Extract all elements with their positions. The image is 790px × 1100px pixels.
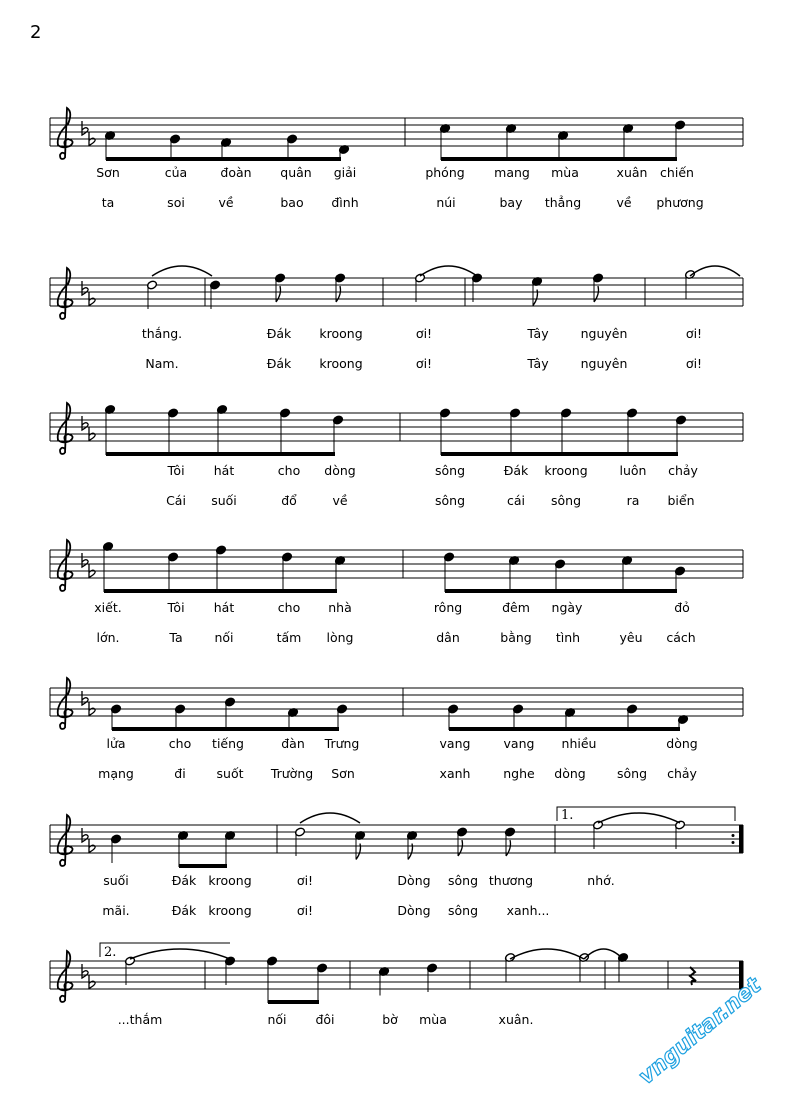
flat-icon — [82, 828, 88, 842]
lyric-syllable: biển — [667, 493, 695, 508]
lyric-syllable: bay — [499, 195, 523, 210]
lyric-syllable: hát — [213, 600, 235, 615]
treble-clef-icon — [58, 268, 73, 319]
slur — [690, 266, 740, 276]
lyric-syllable: đổ — [281, 493, 297, 508]
treble-clef-icon — [58, 108, 73, 159]
lyric-syllable: sông — [434, 463, 466, 478]
lyric-syllable: phóng — [425, 165, 465, 180]
lyric-syllable: Tôi — [167, 463, 185, 478]
lyric-syllable: đình — [331, 195, 359, 210]
treble-clef-icon — [58, 951, 73, 1002]
lyric-syllable: nguyên — [580, 356, 628, 371]
beam — [106, 452, 335, 456]
lyric-syllable: Sơn — [331, 766, 355, 781]
treble-clef-icon — [58, 540, 73, 591]
lyric-syllable: của — [164, 165, 188, 180]
lyric-syllable: lòng — [326, 630, 354, 645]
lyric-syllable: kroong — [208, 873, 252, 888]
beam — [106, 157, 341, 161]
slur — [584, 949, 623, 959]
final-barline — [739, 825, 743, 853]
beam — [449, 727, 680, 731]
lyric-syllable: vang — [439, 736, 471, 751]
lyric-syllable: nối — [214, 630, 234, 645]
lyric-syllable: bao — [280, 195, 304, 210]
lyric-syllable: mùa — [551, 165, 579, 180]
lyric-syllable: kroong — [208, 903, 252, 918]
flat-icon — [82, 553, 88, 567]
lyric-syllable: Sơn — [96, 165, 120, 180]
lyric-syllable: lửa — [106, 736, 126, 751]
lyric-syllable: luôn — [619, 463, 647, 478]
lyric-syllable: vang — [503, 736, 535, 751]
lyric-syllable: Đák — [171, 873, 197, 888]
lyric-syllable: về — [332, 493, 348, 508]
lyric-syllable: xiết. — [94, 600, 122, 615]
lyric-syllable: giải — [333, 165, 357, 180]
lyric-syllable: ơi! — [685, 326, 703, 341]
lyric-syllable: ra — [626, 493, 640, 508]
lyric-syllable: xanh... — [506, 903, 550, 918]
lyric-syllable: đoàn — [220, 165, 252, 180]
lyric-syllable: dòng — [554, 766, 586, 781]
lyric-syllable: ơi! — [296, 873, 314, 888]
lyric-syllable: xuân. — [498, 1012, 534, 1027]
treble-clef-icon — [58, 678, 73, 729]
beam — [268, 1000, 319, 1004]
lyric-syllable: Đák — [266, 326, 292, 341]
slur — [420, 266, 477, 276]
slur — [152, 266, 212, 276]
lyric-syllable: yêu — [619, 630, 643, 645]
lyric-syllable: ...thắm — [117, 1012, 163, 1027]
lyric-syllable: sông — [616, 766, 648, 781]
lyric-syllable: Đák — [266, 356, 292, 371]
lyric-syllable: phương — [656, 195, 704, 210]
lyric-syllable: nhớ. — [587, 873, 615, 888]
lyric-syllable: ơi! — [415, 326, 433, 341]
slur — [510, 949, 584, 959]
lyric-syllable: Cái — [166, 493, 186, 508]
lyric-syllable: suối — [103, 873, 129, 888]
lyric-syllable: tấm — [276, 630, 302, 645]
lyric-syllable: dòng — [666, 736, 698, 751]
beam — [179, 864, 227, 868]
beam — [112, 727, 339, 731]
flat-icon — [82, 281, 88, 295]
lyric-syllable: Ta — [169, 630, 183, 645]
lyric-syllable: suối — [211, 493, 237, 508]
flat-icon — [82, 964, 88, 978]
lyric-syllable: suốt — [216, 766, 244, 781]
lyric-syllable: ta — [101, 195, 115, 210]
lyric-syllable: nguyên — [580, 326, 628, 341]
lyric-syllable: quân — [280, 165, 312, 180]
lyric-syllable: đôi — [315, 1012, 335, 1027]
flat-icon — [82, 691, 88, 705]
lyric-syllable: Dòng — [397, 873, 431, 888]
lyric-syllable: cho — [168, 736, 192, 751]
lyric-syllable: cách — [666, 630, 696, 645]
lyric-syllable: mùa — [419, 1012, 447, 1027]
lyric-syllable: Đák — [503, 463, 529, 478]
lyric-syllable: Tây — [527, 326, 549, 341]
lyric-syllable: ơi! — [685, 356, 703, 371]
lyric-syllable: núi — [436, 195, 456, 210]
repeat-dot — [732, 834, 735, 837]
slur — [598, 813, 680, 823]
lyric-syllable: sông — [434, 493, 466, 508]
lyric-syllable: cho — [277, 600, 301, 615]
lyric-syllable: thắng. — [141, 326, 183, 341]
repeat-dot — [732, 841, 735, 844]
lyric-syllable: tình — [555, 630, 581, 645]
lyric-syllable: về — [616, 195, 632, 210]
lyric-syllable: bằng — [500, 630, 532, 645]
lyric-syllable: Tây — [527, 356, 549, 371]
lyric-syllable: dân — [436, 630, 460, 645]
lyric-syllable: Đák — [171, 903, 197, 918]
lyric-syllable: kroong — [319, 326, 363, 341]
note-flag — [276, 286, 281, 302]
lyric-syllable: xanh — [439, 766, 471, 781]
flat-icon — [82, 121, 88, 135]
beam — [441, 157, 677, 161]
flat-icon — [82, 416, 88, 430]
lyric-syllable: đàn — [281, 736, 305, 751]
lyric-syllable: Trường — [270, 766, 314, 781]
lyric-syllable: sông — [550, 493, 582, 508]
lyric-syllable: xuân — [616, 165, 648, 180]
lyric-syllable: ngày — [551, 600, 583, 615]
slur — [300, 813, 360, 823]
lyric-syllable: soi — [167, 195, 185, 210]
volta-second-label: 2. — [104, 945, 117, 960]
lyric-syllable: thẳng — [544, 195, 582, 210]
lyric-syllable: kroong — [319, 356, 363, 371]
note-flag — [506, 840, 511, 856]
lyric-syllable: mãi. — [102, 903, 130, 918]
volta-first-label: 1. — [561, 808, 574, 823]
lyric-syllable: cái — [506, 493, 526, 508]
lyric-syllable: đỏ — [674, 600, 690, 615]
beam — [104, 589, 337, 593]
slur — [130, 949, 230, 959]
lyric-syllable: hát — [213, 463, 235, 478]
lyric-syllable: sông — [447, 903, 479, 918]
watermark: vnguitar.net — [634, 973, 767, 1090]
lyric-syllable: ơi! — [415, 356, 433, 371]
lyric-syllable: Nam. — [145, 356, 179, 371]
lyric-syllable: bờ — [382, 1012, 398, 1027]
lyric-syllable: nối — [267, 1012, 287, 1027]
lyric-syllable: tiếng — [212, 736, 244, 751]
page-number: 2 — [30, 22, 42, 43]
lyric-syllable: Tôi — [167, 600, 185, 615]
lyric-syllable: đêm — [502, 600, 530, 615]
lyric-syllable: dòng — [324, 463, 356, 478]
lyric-syllable: kroong — [544, 463, 588, 478]
lyric-syllable: sông — [447, 873, 479, 888]
lyric-syllable: Dòng — [397, 903, 431, 918]
lyric-syllable: lớn. — [96, 630, 120, 645]
lyric-syllable: về — [218, 195, 234, 210]
lyric-syllable: rông — [433, 600, 463, 615]
beam — [445, 589, 677, 593]
lyric-syllable: mang — [494, 165, 530, 180]
lyric-syllable: chảy — [668, 463, 698, 478]
lyric-syllable: ơi! — [296, 903, 314, 918]
note-flag — [594, 286, 599, 302]
lyric-syllable: mạng — [98, 766, 134, 781]
lyric-syllable: thương — [488, 873, 534, 888]
beam — [441, 452, 678, 456]
lyric-syllable: nhiều — [561, 736, 597, 751]
lyric-syllable: chảy — [667, 766, 697, 781]
treble-clef-icon — [58, 403, 73, 454]
lyric-syllable: chiến — [660, 165, 694, 180]
lyric-syllable: nghe — [503, 766, 535, 781]
treble-clef-icon — [58, 815, 73, 866]
note-flag — [458, 840, 463, 856]
lyric-syllable: Trưng — [324, 736, 360, 751]
lyric-syllable: đi — [174, 766, 186, 781]
lyric-syllable: cho — [277, 463, 301, 478]
note-flag — [336, 286, 341, 302]
lyric-syllable: nhà — [328, 600, 352, 615]
